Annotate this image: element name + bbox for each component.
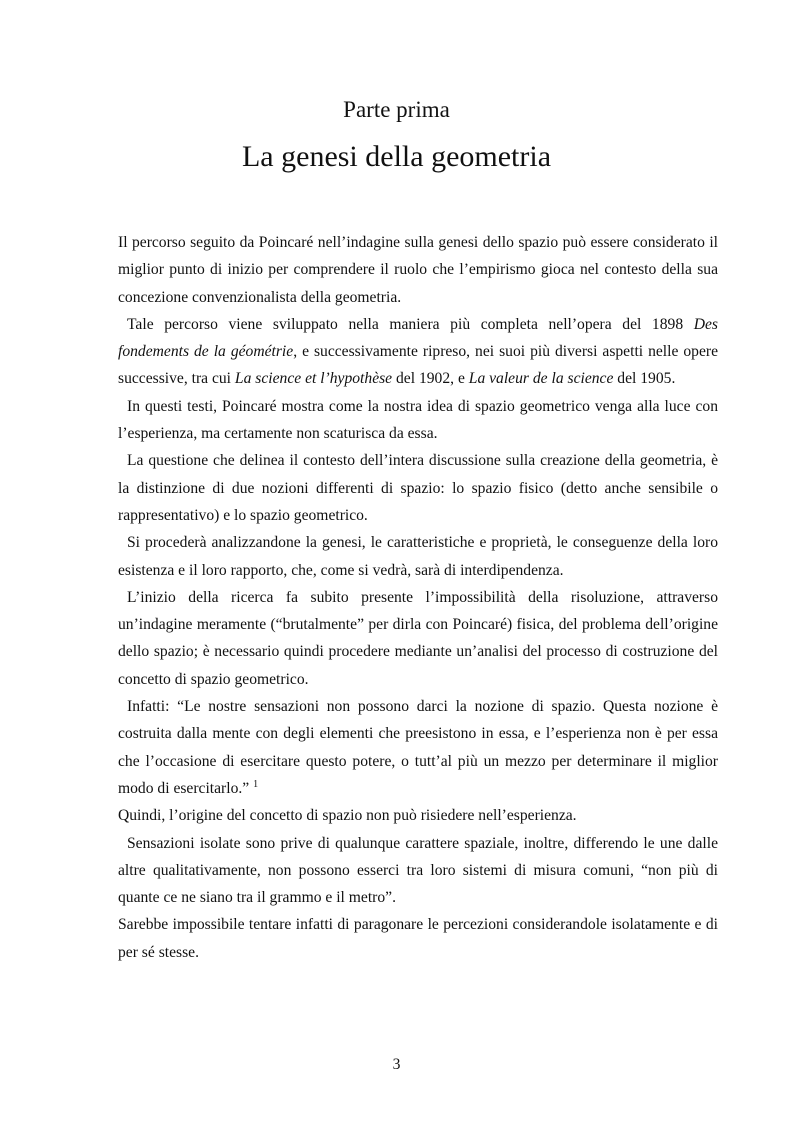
body-text	[118, 229, 718, 966]
italic-title: La science et l’hypothèse	[234, 370, 393, 388]
paragraph-text: Tale percorso viene sviluppato nella maniera più completa nell’opera del 1898	[127, 315, 694, 333]
chapter-title: La genesi della geometria	[241, 140, 552, 173]
part-label: Parte prima	[343, 97, 450, 122]
paragraph-text: del 1902, e	[392, 370, 469, 388]
paragraph-text: In questi testi, Poincaré mostra come la nostra idea di spazio geometrico venga alla luce con l’esperienza, ma certamente non scaturisca da essa.	[118, 397, 718, 443]
paragraph-text: Sarebbe impossibile tentare infatti di paragonare le percezioni considerandole isolatamente e di per sé stesse.	[118, 916, 718, 961]
paragraph	[118, 393, 718, 448]
italic-title: La valeur de la science	[468, 370, 614, 388]
paragraph-text: L’inizio della ricerca fa subito presente l’impossibilità della risoluzione, attraverso un’indagine meramente (“brutalmente” per dirla con Poincaré) fisica, del problema dell’origine dello spazio; è necessario quindi procedere mediante un’analisi del processo di costruzione del concetto di spazio geometrico.	[118, 588, 718, 688]
footnote-marker: 1	[253, 778, 259, 790]
paragraph-text: La questione che delinea il contesto dell’intera discussione sulla creazione della geometria, è la distinzione di due nozioni differenti di spazio: lo spazio fisico (detto anche sensibile o rappresentativo) e lo spazio geometrico.	[118, 452, 718, 524]
paragraph-text: , e successivamente ripreso, nei suoi più diversi aspetti nelle opere successive, tra cui	[118, 343, 719, 388]
paragraph-text: del 1905.	[613, 370, 676, 388]
paragraph-text: Sensazioni isolate sono prive di qualunque carattere spaziale, inoltre, differendo le une dalle altre qualitativamente, non possono esserci tra loro sistemi di misura comuni, “non più di quante ce ne siano tra il grammo e il metro”.	[118, 834, 718, 907]
paragraph	[118, 529, 718, 584]
page-number: 3	[392, 1056, 401, 1073]
paragraph-text: Si procederà analizzandone la genesi, le caratteristiche e proprietà, le conseguenze della loro esistenza e il loro rapporto, che, come si vedrà, sarà di interdipendenza.	[118, 534, 718, 579]
paragraph	[118, 447, 718, 529]
paragraph	[118, 802, 718, 829]
paragraph-text: Il percorso seguito da Poincaré nell’indagine sulla genesi dello spazio può essere considerato il miglior punto di inizio per comprendere il ruolo che l’empirismo gioca nel contesto della sua concezione convenzionalista della geometria.	[118, 234, 718, 306]
paragraph	[118, 311, 718, 393]
paragraph	[118, 229, 718, 311]
paragraph-text: Quindi, l’origine del concetto di spazio non può risiedere nell’esperienza.	[118, 807, 577, 825]
paragraph	[118, 584, 718, 693]
paragraph	[118, 830, 718, 912]
paragraph-text: Infatti: “Le nostre sensazioni non possono darci la nozione di spazio. Questa nozione è costruita dalla mente con degli elementi che preesistono in essa, e l’esperienza non è per essa che l’occasione di esercitare questo potere, o tutt’al più un mezzo per determinare il miglior modo di esercitarlo.”	[118, 698, 718, 797]
paragraph	[118, 693, 718, 802]
paragraph	[118, 911, 718, 966]
italic-title: Des fondements de la géométrie	[118, 315, 718, 361]
